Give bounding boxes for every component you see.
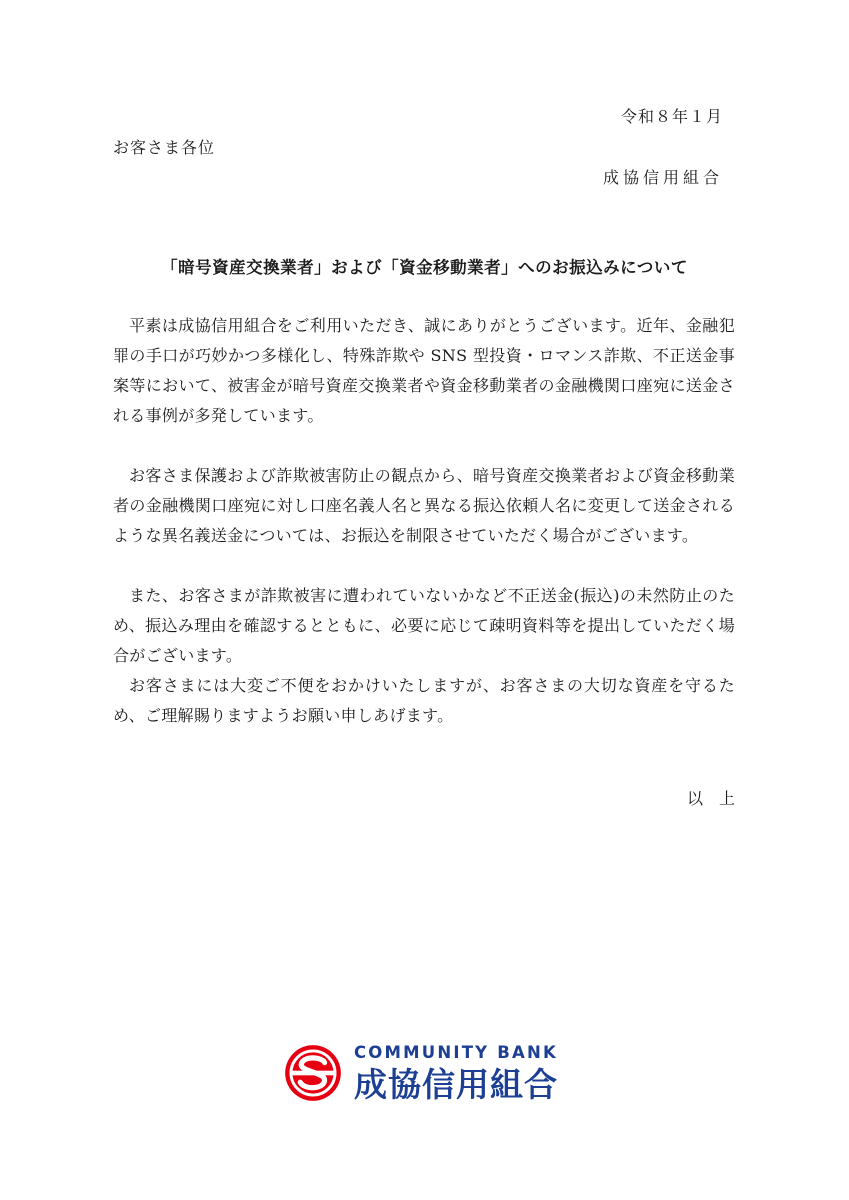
- bank-logo: [284, 1042, 574, 1106]
- paragraph-confirmation: また、お客さまが詐欺被害に遭われていないかなど不正送金(振込)の未然防止のため、振込み理由を確認するとともに、必要に応じて疎明資料等を提出していただく場合がございます。: [113, 586, 735, 665]
- document-title: 「暗号資産交換業者」および「資金移動業者」へのお振込みについて: [161, 258, 688, 277]
- paragraph-apology: お客さまには大変ご不便をおかけいたしますが、お客さまの大切な資産を守るため、ご理解賜りますようお願い申しあげます。: [113, 676, 735, 725]
- community-bank-s-emblem-icon: [284, 1044, 342, 1102]
- paragraph-intro: 平素は成協信用組合をご利用いただき、誠にありがとうございます。近年、金融犯罪の手口が巧妙かつ多様化し、特殊詐欺や SNS 型投資・ロマンス詐欺、不正送金事案等において、被害金が暗号資産交換業者や資金移動業者の金融機関口座宛に送金される事例が多発しています。: [113, 316, 735, 425]
- document-date: 令和８年１月: [620, 107, 723, 126]
- closing-mark: 以 上: [686, 789, 735, 808]
- paragraph-restriction: お客さま保護および詐欺被害防止の観点から、暗号資産交換業者および資金移動業者の金融機関口座宛に対し口座名義人名と異なる振込依頼人名に変更して送金されるような異名義送金については、お振込を制限させていただく場合がございます。: [113, 466, 735, 545]
- logo-english-name: COMMUNITY BANK: [354, 1043, 559, 1062]
- recipient-line: お客さま各位: [113, 138, 216, 157]
- sender-name: 成協信用組合: [602, 168, 723, 187]
- logo-japanese-name: 成協信用組合: [354, 1065, 558, 1104]
- document-body: [113, 311, 735, 731]
